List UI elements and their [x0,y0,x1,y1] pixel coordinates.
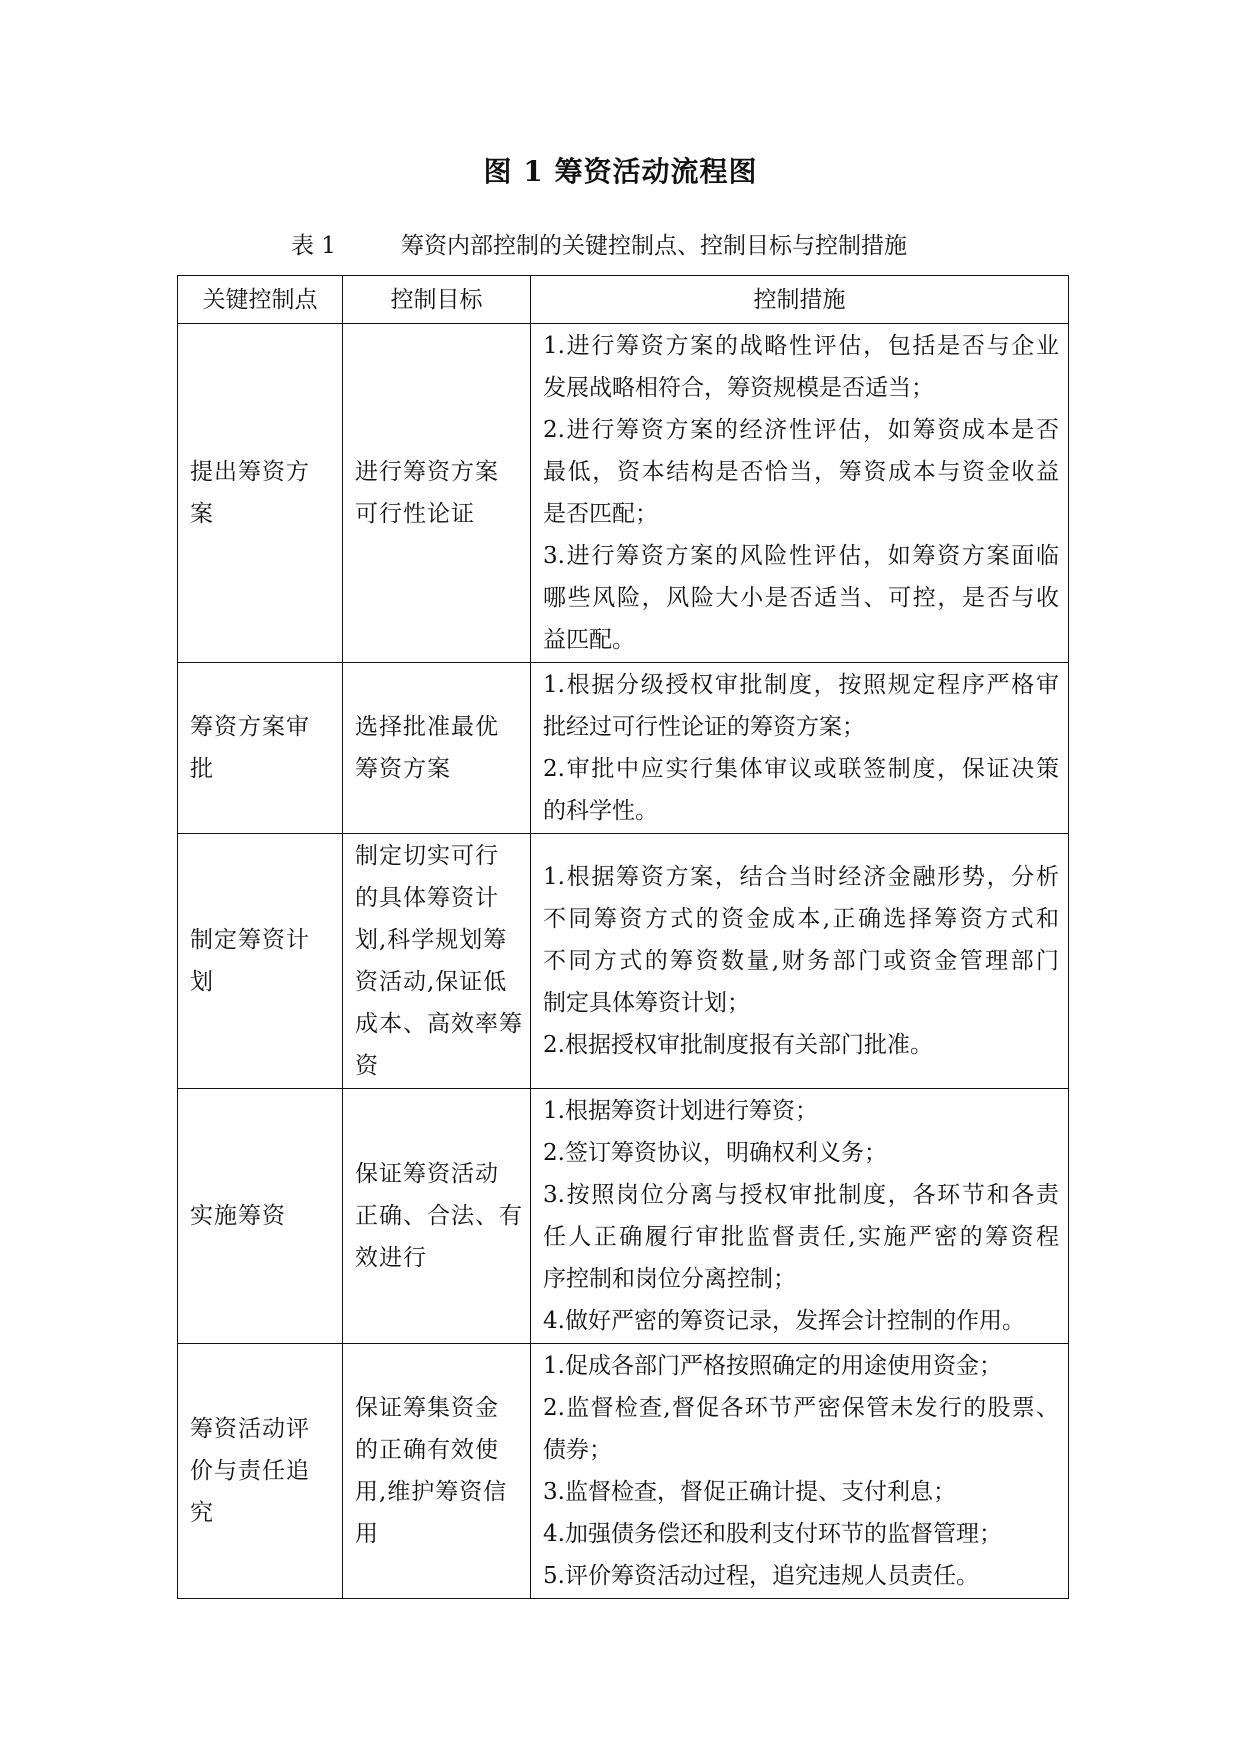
table-row [178,324,1069,663]
measures-line: 2.进行筹资方案的经济性评估，如筹资成本是否 [543,417,1059,443]
measures-line: 批经过可行性论证的筹资方案； [543,714,865,740]
control-goal-cell [343,324,531,663]
point-line: 提出筹资方 [190,459,310,485]
table-row [178,1344,1069,1599]
goal-line: 选择批准最优 [355,714,499,740]
goal-line: 资活动,保证低 [355,969,508,995]
measures-line: 任人正确履行审批监督责任,实施严密的筹资程 [543,1224,1059,1250]
measures-line: 最低，资本结构是否恰当，筹资成本与资金收益 [543,459,1059,485]
point-line: 究 [190,1500,214,1526]
goal-line: 保证筹资活动 [355,1161,499,1187]
measures-line: 1.进行筹资方案的战略性评估，包括是否与企业 [543,333,1059,359]
key-point-cell [178,834,343,1089]
table-row [178,834,1069,1089]
key-point-cell [178,663,343,834]
goal-line: 的具体筹资计 [355,885,499,911]
goal-line: 划,科学规划筹 [355,927,508,953]
measures-line: 4.做好严密的筹资记录，发挥会计控制的作用。 [543,1308,1025,1334]
measures-line: 债券； [543,1437,612,1463]
control-measures-cell [531,1344,1069,1599]
measures-line: 发展战略相符合，筹资规模是否适当； [543,375,934,401]
key-point-cell [178,324,343,663]
control-table [177,275,1069,1599]
goal-line: 正确、合法、有 [355,1203,523,1229]
goal-line: 成本、高效率筹 [355,1011,523,1037]
goal-line: 进行筹资方案 [355,459,499,485]
point-line: 划 [190,969,214,995]
measures-line: 哪些风险，风险大小是否适当、可控，是否与收 [543,585,1059,611]
measures-line: 3.监督检查，督促正确计提、支付利息； [543,1479,956,1505]
goal-line: 的正确有效使 [355,1437,499,1463]
key-point-cell [178,1344,343,1599]
measures-line: 1.根据筹资计划进行筹资； [543,1098,818,1124]
header-measures: 控制措施 [531,276,1069,324]
goal-line: 用 [355,1521,379,1547]
point-line: 筹资活动评 [190,1416,310,1442]
point-line: 价与责任追 [190,1458,310,1484]
goal-line: 可行性论证 [355,501,475,527]
measures-line: 的科学性。 [543,798,658,824]
measures-line: 不同方式的筹资数量,财务部门或资金管理部门 [543,948,1059,974]
control-measures-cell [531,663,1069,834]
table-caption-text: 筹资内部控制的关键控制点、控制目标与控制措施 [401,233,907,259]
goal-line: 用,维护筹资信 [355,1479,508,1505]
table-row [178,663,1069,834]
figure-title: 图 1 筹资活动流程图 [483,155,758,188]
control-goal-cell [343,663,531,834]
measures-line: 1.根据分级授权审批制度，按照规定程序严格审 [543,672,1059,698]
goal-line: 保证筹集资金 [355,1395,499,1421]
measures-line: 制定具体筹资计划； [543,990,750,1016]
measures-line: 序控制和岗位分离控制； [543,1266,796,1292]
point-line: 制定筹资计 [190,927,310,953]
measures-line: 3.按照岗位分离与授权审批制度，各环节和各责 [543,1182,1059,1208]
measures-line: 是否匹配； [543,501,658,527]
point-line: 案 [190,501,214,527]
measures-line: 2.签订筹资协议，明确权利义务； [543,1140,887,1166]
goal-line: 资 [355,1053,379,1079]
header-goal: 控制目标 [343,276,531,324]
control-goal-cell [343,1344,531,1599]
measures-line: 1.促成各部门严格按照确定的用途使用资金； [543,1353,1002,1379]
measures-line: 1.根据筹资方案，结合当时经济金融形势，分析 [543,864,1059,890]
table-header-row [178,276,1069,324]
measures-line: 2.根据授权审批制度报有关部门批准。 [543,1032,933,1058]
key-point-cell [178,1089,343,1344]
header-key-point: 关键控制点 [178,276,343,324]
measures-line: 益匹配。 [543,627,635,653]
table-body [178,324,1069,1599]
table-row [178,1089,1069,1344]
goal-line: 效进行 [355,1245,427,1271]
control-measures-cell [531,324,1069,663]
goal-line: 制定切实可行 [355,843,499,869]
measures-line: 不同筹资方式的资金成本,正确选择筹资方式和 [543,906,1059,932]
table-caption-label: 表 1 [291,233,336,259]
point-line: 实施筹资 [190,1203,286,1229]
measures-line: 2.审批中应实行集体审议或联签制度，保证决策 [543,756,1059,782]
point-line: 筹资方案审 [190,714,310,740]
control-goal-cell [343,1089,531,1344]
measures-line: 4.加强债务偿还和股利支付环节的监督管理； [543,1521,1002,1547]
control-goal-cell [343,834,531,1089]
measures-line: 3.进行筹资方案的风险性评估，如筹资方案面临 [543,543,1059,569]
control-measures-cell [531,834,1069,1089]
measures-line: 5.评价筹资活动过程，追究违规人员责任。 [543,1563,979,1589]
point-line: 批 [190,756,214,782]
measures-line: 2.监督检查,督促各环节严密保管未发行的股票、 [543,1395,1059,1421]
table-caption [291,227,907,260]
goal-line: 筹资方案 [355,756,451,782]
control-measures-cell [531,1089,1069,1344]
